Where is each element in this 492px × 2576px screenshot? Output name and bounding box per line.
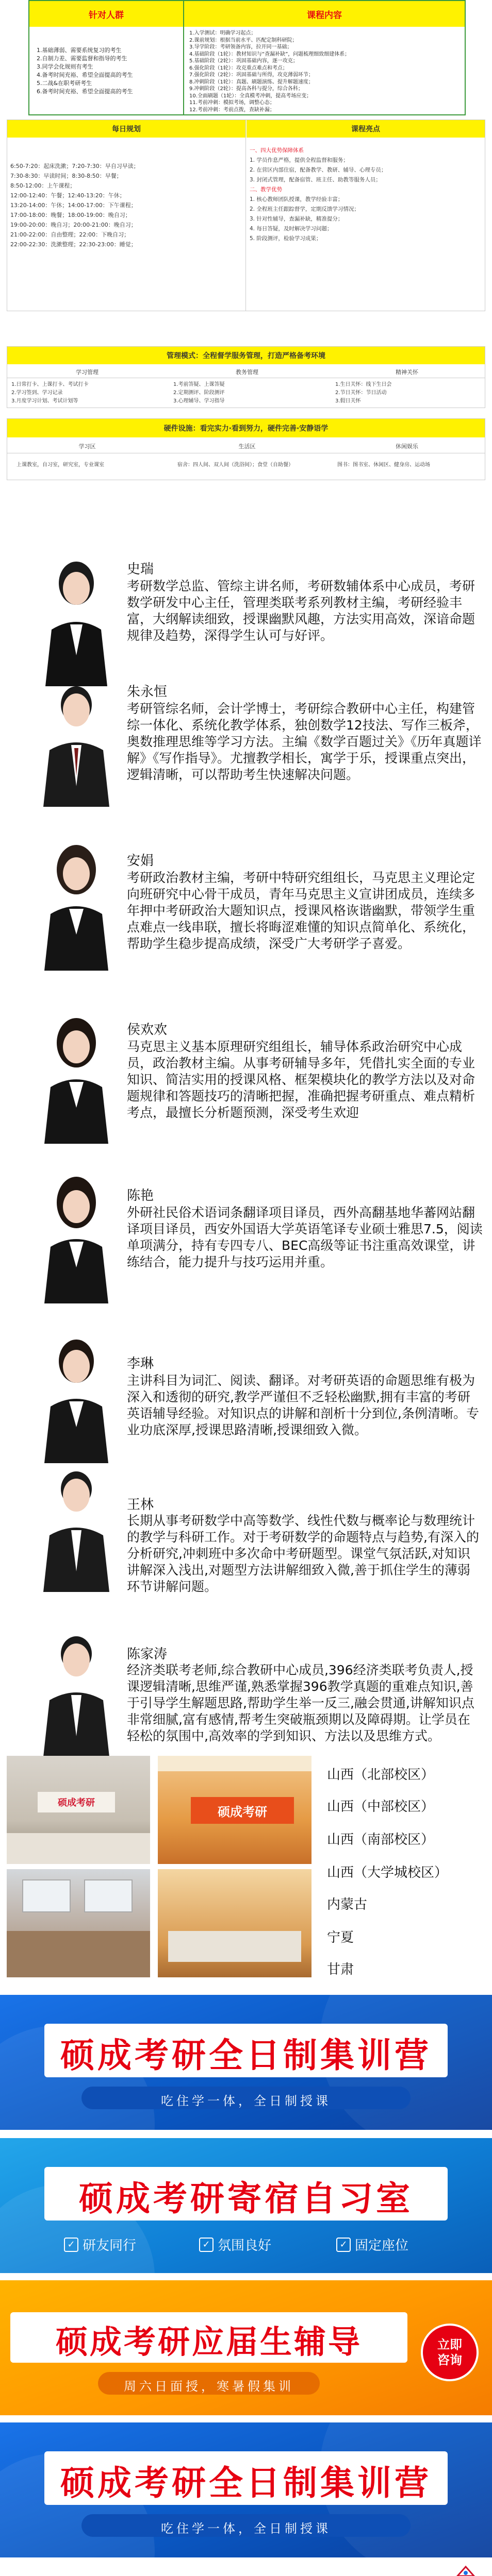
list-item: 3. 针对性辅导，查漏补缺，精准提分； <box>250 216 343 222</box>
list-item: 6.强化阶段（1轮）：攻克重点难点和考点； <box>189 65 288 71</box>
service-title: 管理模式：全程督学服务管理，打造严格备考环境 <box>7 347 485 364</box>
teacher-name: 侯欢欢 <box>127 1022 168 1038</box>
list-item: 4. 每日答疑，及时解决学习问题； <box>250 226 333 232</box>
list-item: 2.学习签到、学习记录 <box>11 390 63 396</box>
banner-title: 硕成考研全日制集训营 <box>60 2036 432 2075</box>
list-item: 3.假日关怀 <box>335 398 361 404</box>
teacher-photo <box>40 1010 112 1144</box>
teacher-bio: 经济类联考老师,综合教研中心成员,396经济类联考负责人,授课逻辑清晰,思维严谨,熟悉掌握396教学真题的重难点知识,善于引导学生解题思路,帮助学生举一反三,融会贯通,讲解知识点非常细腻,富有感情,帮考生突破瓶颈期以及障碍期。让学员在轻松的氛围中,高效率的学到知识、方法以及思维方式。 <box>127 1663 474 1743</box>
list-item: 二、教学优势 <box>250 187 282 193</box>
list-item: 4.备考时间充裕、希望全面提高的考生 <box>37 72 133 78</box>
service-section <box>7 346 485 408</box>
teacher-bio: 考研数学总监、管综主讲名师，考研数辅体系中心成员，考研数学研发中心主任，管理类联考系列教材主编，考研经验丰富，大纲解读细致，授课幽默风趣，方法实用高效，深谙命题规律及趋势，深得学生认可与好评。 <box>127 579 475 643</box>
facility-col-header: 学习区 <box>78 443 96 450</box>
campus-item: 山西（南部校区） <box>327 1832 435 1848</box>
list-item: 3. 封闭式管理，配备宿管、班主任、助教等服务人员； <box>250 177 381 183</box>
campus-item: 山西（北部校区） <box>327 1767 435 1783</box>
campus-item: 山西（大学城校区） <box>327 1865 448 1880</box>
list-item: 1.生日关怀：线下生日会 <box>335 382 392 387</box>
list-item: 12:00-12:40：午餐；12:40-13:20：午休； <box>10 192 125 199</box>
campus-photo-reception <box>7 1756 150 1864</box>
teacher-bio: 主讲科目为词汇、阅读、翻译。对考研英语的命题思维有极为深入和透彻的研究,教学严谨但不乏轻松幽默,拥有丰富的考研英语辅导经验。对知识点的讲解和剖析十分到位,条例清晰。专业功底深厚,授课思路清晰,授课细致入微。 <box>127 1373 479 1437</box>
top-table <box>28 0 466 115</box>
list-item: 11.考前冲刺：模拟考场，调整心态； <box>189 100 275 106</box>
check-icon: ✓ <box>336 2238 351 2252</box>
list-item: 4.基础阶段（1轮）：教材知识与“查漏补缺”，问题梳理细致细建体系； <box>189 51 350 57</box>
teacher-name: 安娟 <box>127 853 154 869</box>
facility-leisure: 图书：图书室、休闲区、健身房、运动场 <box>337 462 430 468</box>
list-item: 7.强化阶段（2轮）：巩固基础与所得，攻克薄弱环节； <box>189 72 314 78</box>
list-item: 2.节日关怀：节日活动 <box>335 390 387 396</box>
list-item: 13:20-14:00：午休；14:00-17:00：下午课程； <box>10 202 137 209</box>
service-col-header: 学习管理 <box>76 369 99 376</box>
list-item: 2.自制力差、需要监督和指导的考生 <box>37 55 127 62</box>
list-item: 17:00-18:00：晚餐；18:00-19:00：晚自习； <box>10 212 131 218</box>
list-item: 9.冲刺阶段（2轮）：提高各科与提分，综合各科； <box>189 86 303 92</box>
teacher-name: 王林 <box>127 1497 154 1513</box>
list-item: 5. 阶段测评，检验学习成果； <box>250 235 322 242</box>
list-item: 3.月度学习计划、考试计划等 <box>11 398 78 404</box>
highlights-list <box>250 146 482 244</box>
banner-boarding-room[interactable] <box>0 2138 492 2273</box>
teacher-name: 李琳 <box>127 1356 154 1371</box>
banner-graduate-tutoring[interactable] <box>0 2280 492 2415</box>
banner-title: 硕成考研寄宿自习室 <box>79 2179 413 2218</box>
list-item: 8.冲刺阶段（1轮）：真题、刷题演练、提升解题速度； <box>189 79 314 85</box>
list-item: 1.基础薄弱、需要系统复习的考生 <box>37 47 122 54</box>
check-icon: ✓ <box>64 2238 78 2252</box>
schedule-header-highlights: 课程亮点 <box>247 120 485 138</box>
watermark-logo <box>442 2565 489 2576</box>
list-item: 10.全面刷题（1轮）：全真模考冲刺，提高考场应变； <box>189 93 312 99</box>
schedule-table <box>7 120 485 311</box>
list-item: 5.基础阶段（2轮）：巩固基础内容，逐一攻克； <box>189 58 298 64</box>
service-col-header: 精神关怀 <box>396 369 418 376</box>
facility-study: 上课教室，自习室，研究室，专业课室 <box>17 462 104 468</box>
teacher-photo <box>40 1458 112 1592</box>
banner-tag: ✓ 氛围良好 <box>199 2235 271 2254</box>
check-icon: ✓ <box>199 2238 214 2252</box>
list-item: 2. 全程班主任跟踪督学，定期反馈学习情况； <box>250 206 359 212</box>
list-item: 3.心理辅导、学习指导 <box>173 398 225 404</box>
facility-section <box>7 418 485 480</box>
list-item: 6.备考时间充裕、希望全面提高的考生 <box>37 88 133 95</box>
list-item: 19:00-20:00：晚自习；20:00-21:00：晚自习； <box>10 222 137 228</box>
list-item: 2.课前规划：根据当前水平、匹配定制科研院； <box>189 37 298 43</box>
facility-title: 硬件设施：看完实力·看到努力，硬件完善·安静语学 <box>7 419 485 437</box>
teacher-bio: 外研社民俗术语词条翻译项目译员，西外高翻基地华蕃网站翻译项目译员，西安外国语大学英语笔译专业硕士雅思7.5，阅读单项满分，持有专四专八、BEC高级等证书注重高效课堂，讲练结合，能力提升与技巧运用并重。 <box>127 1205 483 1269</box>
teacher-name: 史瑞 <box>127 562 154 577</box>
campus-item: 宁夏 <box>327 1930 354 1945</box>
campus-item: 山西（中部校区） <box>327 1799 435 1815</box>
teacher-bio: 马克思主义基本原理研究组组长，辅导体系政治研究中心成员，政治教材主编。从事考研辅导多年，凭借扎实全面的专业知识、简洁实用的授课风格、框架模块化的教学方法以及对命题规律和答题技巧的清晰把握，准确把握考研重点、难点精析考点，最擅长分析题预测，深受考生欢迎 <box>127 1039 475 1120</box>
list-item: 3.同学会化规则有考生 <box>37 63 93 70</box>
list-item: 1.考前答疑、上课答疑 <box>173 382 225 387</box>
teacher-bio: 长期从事考研数学中高等数学、线性代数与概率论与数理统计的教学与科研工作。对于考研数学的命题特点与趋势,有深入的分析研究,冲刺班中多次命中考研题型。课堂气氛活跃,对知识讲解深入浅出,对题型方法讲解细致入微,善于抓住学生的薄弱环节讲解问题。 <box>127 1513 479 1594</box>
banner-title: 硕成考研应届生辅导 <box>55 2323 362 2361</box>
banner-subtitle: 吃住学一体，全日制授课 <box>161 2094 331 2108</box>
facility-col-header: 生活区 <box>238 443 256 450</box>
teacher-bio: 考研管综名师，会计学博士，考研综合教研中心主任，构建管综一体化、系统化教学体系，独创数学12技法、写作三板斧，奥数推理思维等学习方法。主编《数学百题过关》《历年真题详解》《写作指导》。尤擅教学相长，寓学于乐，授课重点突出，逻辑清晰，可以帮助考生快速解决问题。 <box>127 701 482 782</box>
list-item: 21:00-22:00：自由整理；22:00：下晚自习； <box>10 231 130 238</box>
teacher-photo <box>40 1623 112 1757</box>
banner-fulltime-camp-2[interactable] <box>0 2422 492 2557</box>
teacher-bio: 考研政治教材主编，考研中特研究组组长，马克思主义理论定向班研究中心骨干成员，青年马克思主义宣讲团成员，连续多年押中考研政治大题知识点，授课风格诙谐幽默，带领学生重点难点一线串联，擅长将晦涩难懂的知识点简单化、系统化，帮助学生稳步提高成绩，深受广大考研学子喜爱。 <box>127 870 475 951</box>
list-item: 22:00-22:30：洗漱整理；22:30-23:00：睡觉； <box>10 241 137 248</box>
teacher-name: 陈家涛 <box>127 1647 168 1662</box>
list-item: 1.日常打卡、上课打卡、考试打卡 <box>11 382 89 387</box>
list-item: 6:50-7:20：起床洗漱；7:20-7:30：早自习早读； <box>10 163 139 170</box>
banner-subtitle: 周六日面授，寒暑假集训 <box>124 2379 294 2394</box>
banner-tag: ✓ 研友同行 <box>64 2235 136 2254</box>
campus-item: 内蒙古 <box>327 1897 368 1912</box>
top-table-header-content: 课程内容 <box>184 1 465 27</box>
campus-sign: 硕成考研 <box>38 1792 115 1812</box>
list-item: 8:50-12:00：上午课程； <box>10 182 76 189</box>
list-item: 1. 学员作息严格，提供全程监督和服务； <box>250 157 349 163</box>
top-table-header-target: 针对人群 <box>29 1 183 27</box>
daily-plan-list <box>10 161 242 249</box>
list-item: 1.入学测试：明确学习起点； <box>189 30 256 36</box>
banner-title: 硕成考研全日制集训营 <box>60 2463 432 2503</box>
teacher-photo <box>40 1170 112 1303</box>
teacher-photo <box>40 837 112 971</box>
campus-photo-hall <box>158 1756 311 1864</box>
banner-fulltime-camp[interactable] <box>0 1995 492 2130</box>
facility-col-header: 休闲娱乐 <box>396 443 418 450</box>
list-item: 一、四大优势保障体系 <box>250 147 304 154</box>
teacher-photo <box>40 552 112 686</box>
teacher-photo <box>40 1329 112 1463</box>
consult-button[interactable]: 立即 咨询 <box>421 2324 479 2381</box>
list-item: 2. 在营区内部住宿，配备教学、教研、辅导、心理专员； <box>250 167 387 173</box>
list-item: 3.导学阶段：考研领备内容，拉开同一基础； <box>189 44 292 50</box>
list-item: 2.定期测评、阶段测评 <box>173 390 225 396</box>
facility-life: 宿舍：四人间、双人间（洗浴间）；食堂（自助餐） <box>177 462 293 468</box>
teacher-name: 朱永恒 <box>127 684 168 700</box>
schedule-header-plan: 每日规划 <box>7 120 245 138</box>
campus-photo-office <box>158 1869 311 1977</box>
campus-photo-classroom <box>7 1869 150 1977</box>
service-col-header: 教务管理 <box>236 369 258 376</box>
banner-tag: ✓ 固定座位 <box>336 2235 408 2254</box>
list-item: 7:30-8:30：早读时间；8:30-8:50：早餐； <box>10 173 122 179</box>
target-list <box>37 46 181 96</box>
campus-item: 甘肃 <box>327 1962 354 1977</box>
list-item: 1. 核心教师团队授课，教学经验丰富； <box>250 196 343 202</box>
campus-sign: 硕成考研 <box>191 1797 294 1824</box>
content-list <box>189 30 463 113</box>
list-item: 12.考前冲刺：考前点拨，查缺补漏； <box>189 107 275 113</box>
list-item: 5.二战&在职考研考生 <box>37 80 92 87</box>
teacher-name: 陈艳 <box>127 1188 154 1204</box>
teacher-photo <box>40 673 112 807</box>
banner-subtitle: 吃住学一体，全日制授课 <box>161 2521 331 2536</box>
